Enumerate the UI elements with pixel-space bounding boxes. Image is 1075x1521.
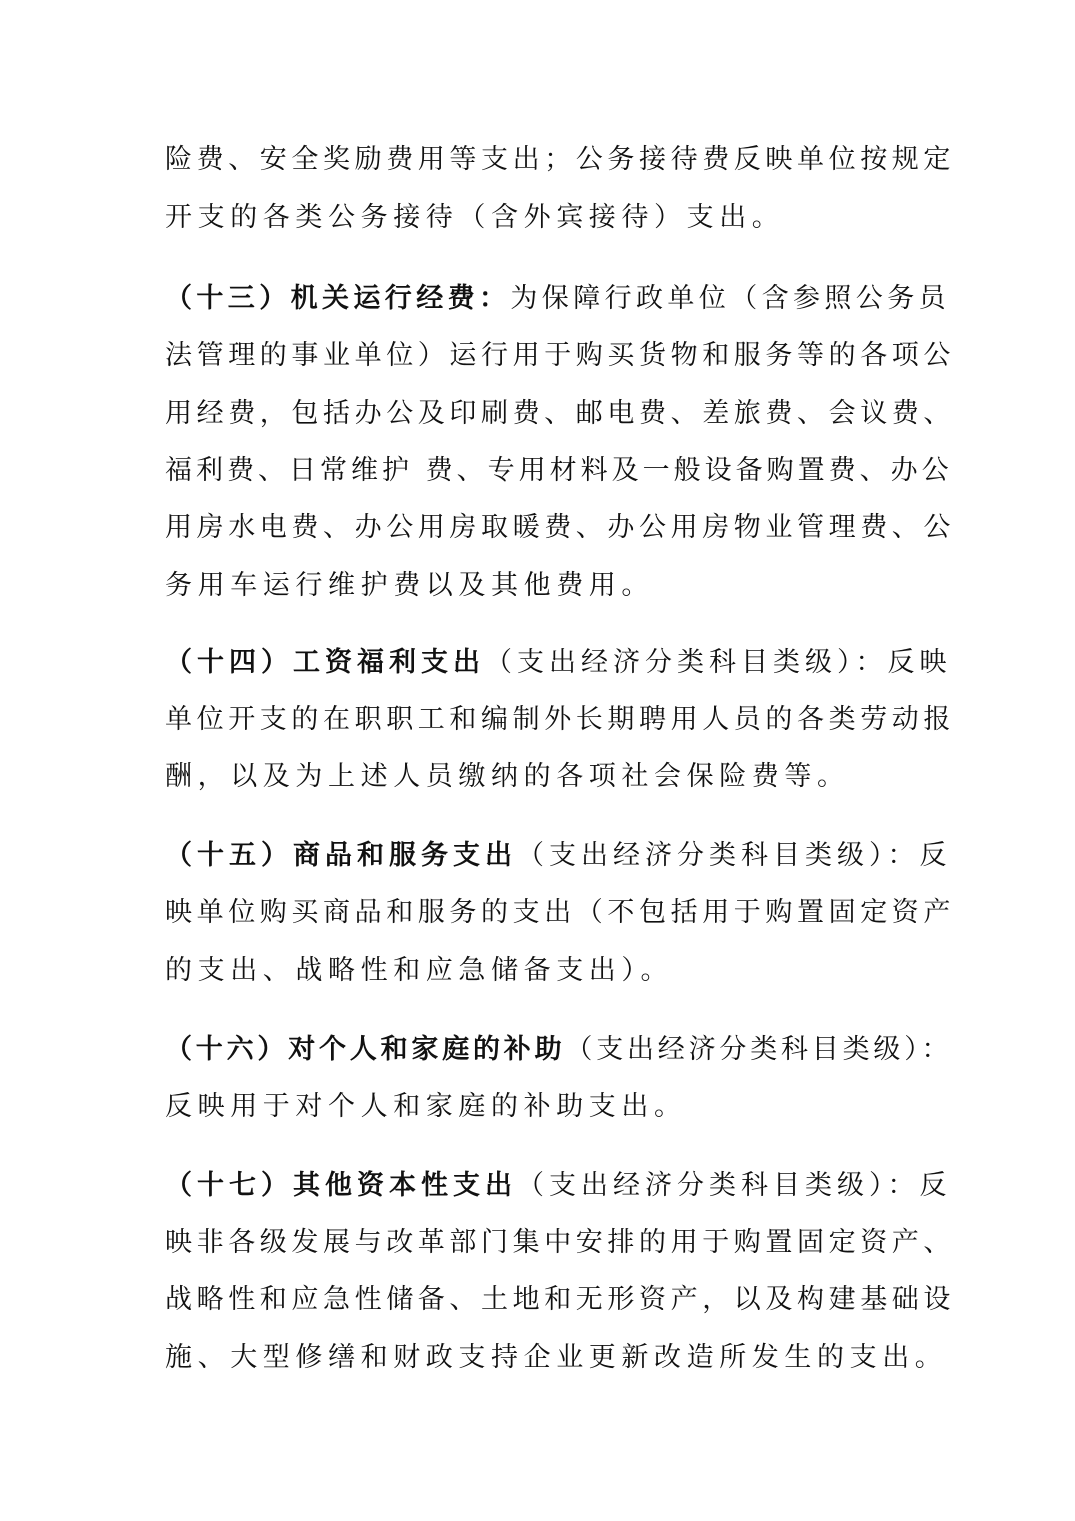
paragraph-heading: （十四）工资福利支出 — [165, 647, 485, 678]
paragraph-heading: （十七）其他资本性支出 — [165, 1170, 517, 1201]
paragraph-text: 映非各级发展与改革部门集中安排的用于购置固定资产、 — [165, 1227, 955, 1258]
paragraph-line — [165, 508, 955, 548]
paragraph-text: 施、大型修缮和财政支持企业更新改造所发生的支出。 — [165, 1342, 948, 1373]
paragraph-line — [165, 1030, 952, 1070]
paragraph-text: 法管理的事业单位）运行用于购买货物和服务等的各项公 — [165, 340, 955, 371]
paragraph-text: 用房水电费、办公用房取暖费、办公用房物业管理费、公 — [165, 512, 955, 543]
paragraph-line — [165, 198, 784, 238]
paragraph-text: 映单位购买商品和服务的支出（不包括用于购置固定资产 — [165, 897, 955, 928]
paragraph-text: 用经费，包括办公及印刷费、邮电费、差旅费、会议费、 — [165, 398, 955, 429]
paragraph-line — [165, 836, 952, 876]
paragraph-line — [165, 140, 955, 180]
paragraph-line — [165, 1280, 955, 1320]
paragraph-line — [165, 394, 955, 434]
paragraph-heading: （十六）对个人和家庭的补助 — [165, 1034, 566, 1065]
paragraph-text: 单位开支的在职职工和编制外长期聘用人员的各类劳动报 — [165, 704, 955, 735]
paragraph-text: （支出经济分类科目类级）：反 — [517, 840, 952, 871]
paragraph-text: 战略性和应急性储备、土地和无形资产，以及构建基础设 — [165, 1284, 955, 1315]
paragraph-text: （支出经济分类科目类级）：反 — [517, 1170, 952, 1201]
paragraph-text: 反映用于对个人和家庭的补助支出。 — [165, 1091, 687, 1122]
paragraph-text: 险费、安全奖励费用等支出；公务接待费反映单位按规定 — [165, 144, 955, 175]
paragraph-line — [165, 757, 850, 797]
paragraph-text: 务用车运行维护费以及其他费用。 — [165, 570, 654, 601]
paragraph-text: 为保障行政单位（含参照公务员 — [510, 283, 951, 314]
paragraph-line — [165, 336, 955, 376]
paragraph-line — [165, 951, 673, 991]
paragraph-text: 开支的各类公务接待（含外宾接待）支出。 — [165, 202, 785, 233]
paragraph-line — [165, 1087, 687, 1127]
paragraph-line — [165, 643, 952, 683]
paragraph-line — [165, 451, 953, 491]
paragraph-text: （支出经济分类科目类级）：反映 — [485, 647, 952, 678]
paragraph-line — [165, 1166, 952, 1206]
paragraph-text: 的支出、战略性和应急储备支出）。 — [165, 955, 674, 986]
paragraph-line — [165, 279, 950, 319]
paragraph-heading: （十五）商品和服务支出 — [165, 840, 517, 871]
paragraph-text: （支出经济分类科目类级）： — [565, 1034, 953, 1065]
paragraph-line — [165, 1338, 947, 1378]
paragraph-line — [165, 893, 955, 933]
paragraph-line — [165, 1223, 955, 1263]
paragraph-line — [165, 566, 654, 606]
paragraph-line — [165, 700, 955, 740]
paragraph-text: 酬，以及为上述人员缴纳的各项社会保险费等。 — [165, 761, 850, 792]
paragraph-text: 福利费、日常维护 费、专用材料及一般设备购置费、办公 — [165, 455, 953, 486]
paragraph-heading: （十三）机关运行经费： — [165, 283, 511, 314]
